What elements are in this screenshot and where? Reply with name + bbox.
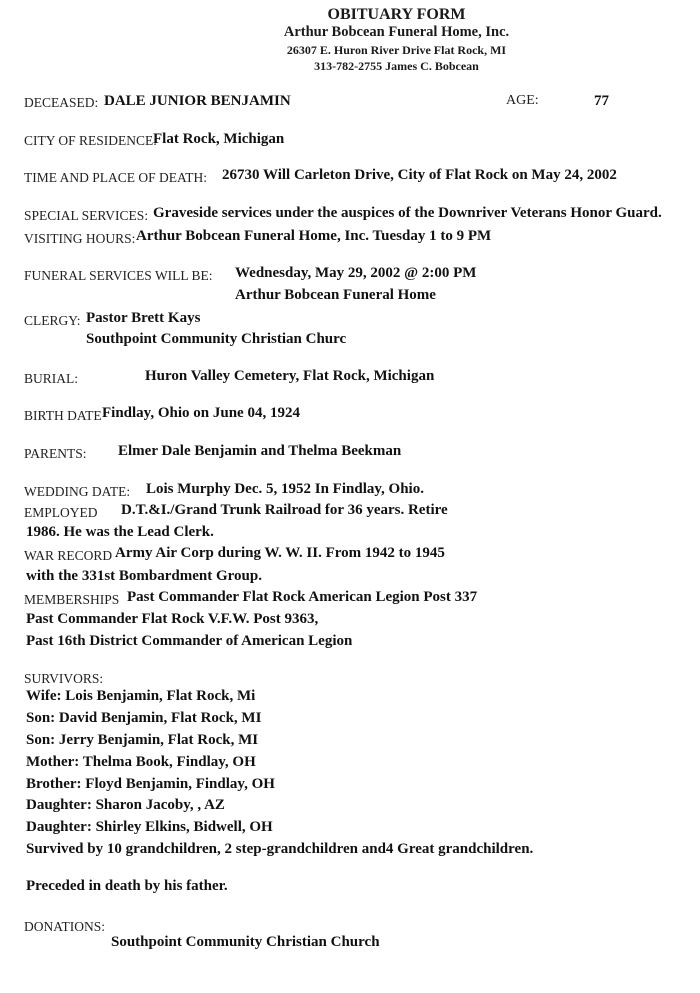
- clergy-label: CLERGY:: [24, 313, 81, 328]
- employed-line1: D.T.&I./Grand Trunk Railroad for 36 years. Retire: [121, 502, 448, 518]
- age-value: 77: [594, 93, 609, 109]
- survivor-line: Son: Jerry Benjamin, Flat Rock, MI: [26, 732, 259, 748]
- funeral-services-label: FUNERAL SERVICES WILL BE:: [24, 268, 213, 283]
- funeral-services-line2: Arthur Bobcean Funeral Home: [235, 287, 436, 303]
- death-value: 26730 Will Carleton Drive, City of Flat Rock on May 24, 2002: [222, 167, 617, 183]
- age-label: AGE:: [506, 93, 539, 108]
- clergy-line2: Southpoint Community Christian Churc: [86, 331, 347, 347]
- special-services-value: Graveside services under the auspices of the Downriver Veterans Honor Guard.: [153, 205, 662, 221]
- burial-label: BURIAL:: [24, 371, 78, 386]
- deceased-label: DECEASED:: [24, 95, 99, 110]
- city-label: CITY OF RESIDENCE:: [24, 133, 158, 148]
- funeral-services-line1: Wednesday, May 29, 2002 @ 2:00 PM: [235, 265, 477, 281]
- preceded-in-death: Preceded in death by his father.: [26, 878, 228, 894]
- form-title: OBITUARY FORM: [327, 6, 466, 23]
- clergy-line1: Pastor Brett Kays: [86, 310, 201, 326]
- memberships-line1: Past Commander Flat Rock American Legion Post 337: [127, 589, 478, 605]
- war-record-line2: with the 331st Bombardment Group.: [26, 568, 262, 584]
- burial-value: Huron Valley Cemetery, Flat Rock, Michigan: [145, 368, 435, 384]
- war-record-label: WAR RECORD: [24, 548, 113, 563]
- funeral-home-address: 26307 E. Huron River Drive Flat Rock, MI: [286, 43, 507, 57]
- visiting-hours-label: VISITING HOURS:: [24, 231, 136, 246]
- funeral-home-name: Arthur Bobcean Funeral Home, Inc.: [283, 24, 510, 40]
- survivor-line: Survived by 10 grandchildren, 2 step-grandchildren and4 Great grandchildren.: [26, 841, 534, 857]
- death-label: TIME AND PLACE OF DEATH:: [24, 170, 208, 185]
- survivor-line: Son: David Benjamin, Flat Rock, MI: [26, 710, 262, 726]
- survivor-line: Daughter: Shirley Elkins, Bidwell, OH: [26, 819, 273, 835]
- employed-label: EMPLOYED: [24, 505, 98, 520]
- memberships-label: MEMBERSHIPS: [24, 592, 120, 607]
- survivor-line: Daughter: Sharon Jacoby, , AZ: [26, 797, 225, 813]
- parents-label: PARENTS:: [24, 446, 87, 461]
- deceased-name: DALE JUNIOR BENJAMIN: [104, 93, 291, 109]
- survivor-line: Mother: Thelma Book, Findlay, OH: [26, 754, 256, 770]
- donations-value: Southpoint Community Christian Church: [111, 934, 380, 950]
- birth-date-label: BIRTH DATE: [24, 408, 102, 423]
- wedding-date-label: WEDDING DATE:: [24, 484, 131, 499]
- parents-value: Elmer Dale Benjamin and Thelma Beekman: [118, 443, 402, 459]
- birth-date-value: Findlay, Ohio on June 04, 1924: [102, 405, 300, 421]
- survivor-line: Brother: Floyd Benjamin, Findlay, OH: [26, 776, 275, 792]
- visiting-hours-value: Arthur Bobcean Funeral Home, Inc. Tuesday 1 to 9 PM: [136, 228, 492, 244]
- funeral-home-contact: 313-782-2755 James C. Bobcean: [314, 59, 479, 73]
- wedding-date-value: Lois Murphy Dec. 5, 1952 In Findlay, Ohio.: [146, 481, 424, 497]
- city-value: Flat Rock, Michigan: [153, 131, 285, 147]
- special-services-label: SPECIAL SERVICES:: [24, 208, 149, 223]
- survivors-label: SURVIVORS:: [24, 671, 104, 686]
- employed-line2: 1986. He was the Lead Clerk.: [26, 524, 214, 540]
- war-record-line1: Army Air Corp during W. W. II. From 1942 to 1945: [115, 545, 445, 561]
- memberships-line3: Past 16th District Commander of American Legion: [26, 633, 353, 649]
- donations-label: DONATIONS:: [24, 919, 105, 934]
- survivor-line: Wife: Lois Benjamin, Flat Rock, Mi: [26, 688, 256, 704]
- memberships-line2: Past Commander Flat Rock V.F.W. Post 9363,: [26, 611, 319, 627]
